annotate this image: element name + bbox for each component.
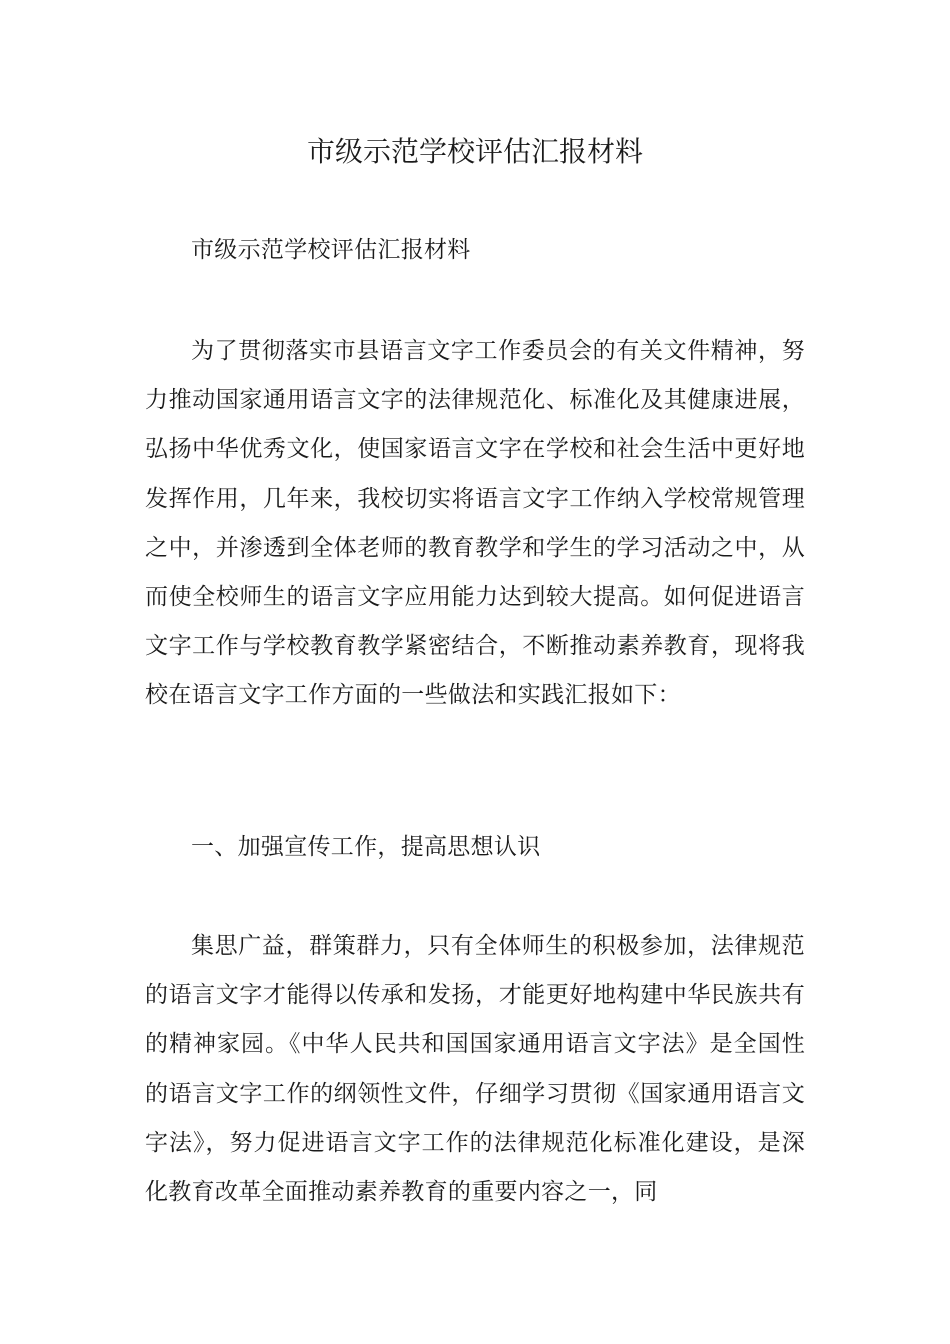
document-subtitle: 市级示范学校评估汇报材料 [191,237,471,263]
section-paragraph-1: 集思广益，群策群力，只有全体师生的积极参加，法律规范的语言文字才能得以传承和发扬，才能更好地构建中华民族共有的精神家园。《中华人民共和国国家通用语言文字法》是全国性的语言文字工作的纲领性文件，仔细学习贯彻《国家通用语言文字法》，努力促进语言文字工作的法律规范化标准化建设，是深化教育改革全面推动素养教育的重要内容之一，同 [145,933,805,1206]
document-title: 市级示范学校评估汇报材料 [306,135,643,168]
section-heading-1: 一、加强宣传工作，提高思想认识 [191,834,541,860]
intro-paragraph: 为了贯彻落实市县语言文字工作委员会的有关文件精神，努力推动国家通用语言文字的法律规范化、标准化及其健康进展，弘扬中华优秀文化，使国家语言文字在学校和社会生活中更好地发挥作用，几年来，我校切实将语言文字工作纳入学校常规管理之中，并渗透到全体老师的教育教学和学生的学习活动之中，从而使全校师生的语言文字应用能力达到较大提高。如何促进语言文字工作与学校教育教学紧密结合，不断推动素养教育，现将我校在语言文字工作方面的一些做法和实践汇报如下： [145,338,805,709]
